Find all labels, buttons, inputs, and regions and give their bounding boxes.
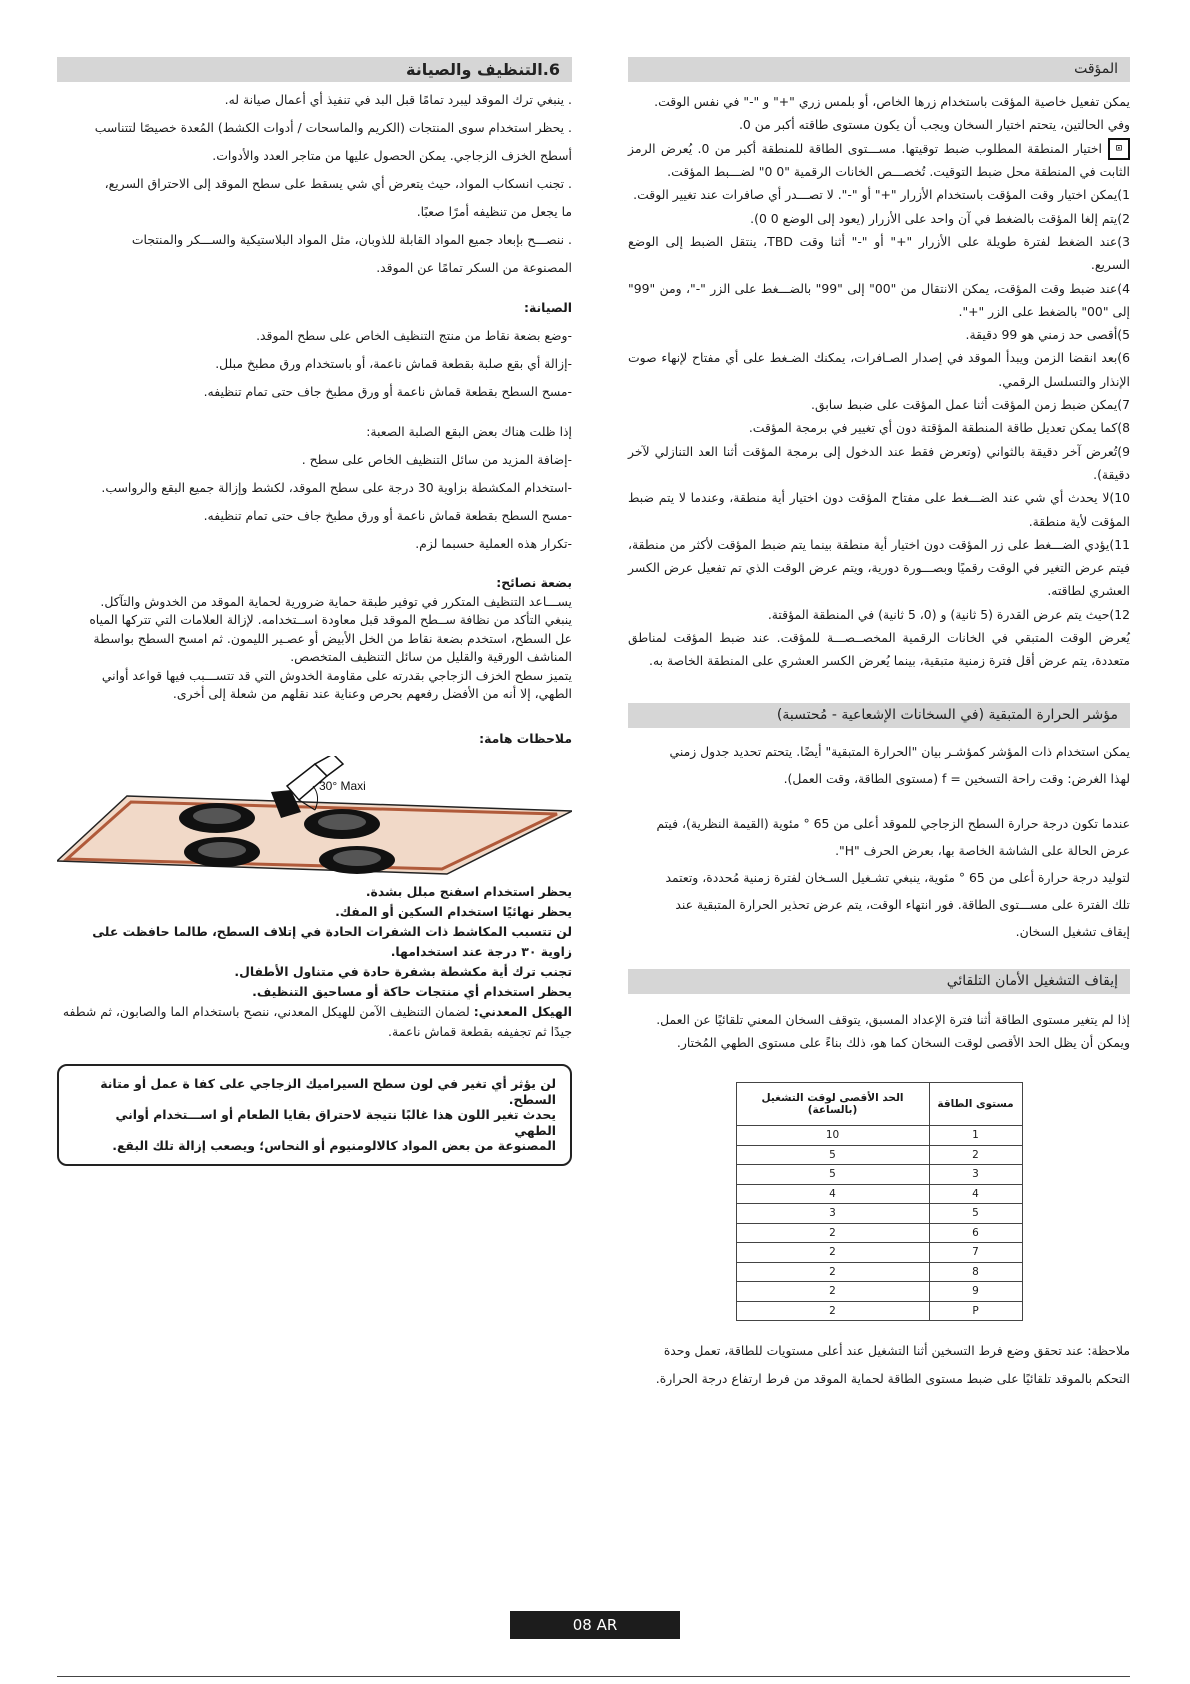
right-column	[628, 57, 1130, 1393]
timer-icon-paragraph	[628, 137, 1130, 184]
table-row	[736, 1262, 1022, 1282]
table-row	[736, 1145, 1022, 1165]
residual-line: يمكن استخدام ذات المؤشر كمؤشـر بيان "الحرارة المتبقية" أيضًا. يتحتم تحديد جدول زمني	[669, 743, 1130, 759]
timer-item: 10)لا يحدث أي شي عند الضـــغط على مفتاح المؤقت دون اختيار أية منطقة، وعندما لا يتم ضبط المؤقت لأية منطقة.	[628, 490, 1130, 529]
notice-line: المصنوعة من بعض المواد كالالومنيوم أو النحاس؛ ويصعب إزالة تلك البقع.	[112, 1138, 556, 1153]
cell-max: 3	[736, 1204, 929, 1224]
timer-item: يُعرض الوقت المتبقي في الخانات الرقمية المخصــصـــة للمؤقت. عند ضبط المؤقت لمناطق متعددة، يتم عرض أقل فترة زمنية متبقية، بينما يُعرض الكسر العشري على المنطقة الخاصة به.	[628, 630, 1130, 669]
cleaning-intro: . تجنب انسكاب المواد، حيث يتعرض أي شي يسقط على سطح الموقد إلى الاحتراق السريع،	[104, 176, 572, 191]
safety-note: التحكم بالموقد تلقائيًا على ضبط مستوى الطاقة لحماية الموقد من فرط ارتفاع درجة الحرارة.	[655, 1371, 1130, 1387]
cleaning-intro: . ينبغي ترك الموقد ليبرد تمامًا قبل البد في تنفيذ أي أعمال صيانة له.	[224, 92, 572, 107]
scraper-figure	[57, 756, 572, 876]
safety-line: ويمكن أن يظل الحد الأقصى لوقت السخان كما هو، ذلك بناءً على مستوى الطهي المُختار.	[676, 1034, 1130, 1050]
warning-line: يحظر استخدام أي منتجات حاكة أو مساحيق التنظيف.	[252, 984, 572, 999]
cleaning-intro: ما يجعل من تنظيفه أمرًا صعبًا.	[416, 204, 572, 219]
cell-level: 5	[929, 1204, 1022, 1224]
residual-line: عندما تكون درجة حرارة السطح الزجاجي للموقد أعلى من 65 ° مئوية (القيمة النظرية)، فيتم	[656, 815, 1130, 831]
timer-item: 4)عند ضبط وقت المؤقت، يمكن الانتقال من "00" إلى "99" بالضـــغط على الزر "-"، ومن "99" إلى "00" بالضغط على الزر "+".	[628, 280, 1131, 319]
cleaning-header: 6.التنظيف والصيانة	[57, 57, 572, 82]
power-time-table	[736, 1082, 1023, 1321]
cleaning-intro: . ننصـــح بإبعاد جميع المواد القابلة للذوبان، مثل المواد البلاستيكية والســـكر والمنتجات	[131, 232, 572, 247]
timer-item: 1)يمكن اختيار وقت المؤقت باستخدام الأزرار "+" أو "-". لا تصـــدر أي صافرات عند تغيير الوقت.	[633, 187, 1130, 203]
cell-level: 1	[929, 1126, 1022, 1146]
maintenance-item: -إزالة أي بقع صلبة بقطعة قماش ناعمة، أو باستخدام ورق مطبخ مبلل.	[215, 356, 572, 371]
discoloration-notice	[57, 1064, 572, 1166]
footer-divider	[57, 1676, 1130, 1677]
table-header-level: مستوى الطاقة	[929, 1083, 1022, 1126]
cooktop-scraper-illustration	[57, 756, 572, 876]
residual-line: إيقاف تشغيل السخان.	[1015, 923, 1130, 939]
metal-body-paragraph	[57, 1002, 572, 1042]
left-column	[57, 57, 572, 1166]
cell-level: 4	[929, 1184, 1022, 1204]
stains-item: -مسح السطح بقطعة قماش ناعمة أو ورق مطبخ جاف حتى تمام تنظيفه.	[203, 508, 572, 523]
safety-header: إيقاف التشغيل الأمان التلقائي	[628, 969, 1130, 994]
cell-level: 9	[929, 1282, 1022, 1302]
cell-max: 2	[736, 1301, 929, 1321]
cell-max: 5	[736, 1145, 929, 1165]
cleaning-intro: . يحظر استخدام سوى المنتجات (الكريم والماسحات / أدوات الكشط) المُعدة خصيصًا لتتناسب	[94, 120, 572, 135]
page-number: 08 AR	[510, 1611, 680, 1639]
stains-item: -إضافة المزيد من سائل التنظيف الخاص على سطح .	[301, 452, 572, 467]
cell-max: 2	[736, 1243, 929, 1263]
warning-line: يحظر استخدام اسفنج مبلل بشدة.	[365, 884, 572, 899]
cell-max: 4	[736, 1184, 929, 1204]
residual-line: لهذا الغرض: وقت راحة التسخين = f (مستوى الطاقة، وقت العمل).	[783, 770, 1130, 786]
tips-line: المناشف الورقية والقليل من سائل التنظيف المتخصص.	[290, 649, 572, 664]
residual-line: لتوليد درجة حرارة أعلى من 65 ° مئوية، ينبغي تشـغيل السـخان لفترة زمنية مُحددة، وتعتمد	[665, 869, 1130, 885]
timer-item: 3)عند الضغط لفترة طويلة على الأزرار "+" أو "-" أثنا وقت TBD، ينتقل الضبط إلى الوضع السريع.	[628, 233, 1131, 273]
cell-level: 2	[929, 1145, 1022, 1165]
notes-title: ملاحظات هامة:	[479, 730, 572, 746]
timer-intro-2: وفي الحالتين، يتحتم اختيار السخان ويجب أن يكون مستوى طاقته أكبر من 0.	[738, 117, 1130, 133]
timer-item: 2)يتم إلغا المؤقت بالضغط في آن واحد على الأزرار (يعود إلى الوضع 0 0).	[750, 210, 1130, 226]
stains-item: -تكرار هذه العملية حسبما لزم.	[415, 536, 572, 551]
cell-level: 7	[929, 1243, 1022, 1263]
warning-line: يحظر نهائيًا استخدام السكين أو المفك.	[335, 904, 572, 919]
metal-text: لضمان التنظيف الآمن للهيكل المعدني، ننصح باستخدام الما والصابون، ثم شطفه جيدًا ثم تجفيفه بقطعة قماش ناعمة.	[62, 1004, 572, 1039]
table-row	[736, 1243, 1022, 1263]
timer-item: 8)كما يمكن تعديل طاقة المنطقة المؤقتة دون أي تغيير في برمجة المؤقت.	[748, 420, 1130, 436]
safety-line: إذا لم يتغير مستوى الطاقة أثنا فترة الإعداد المسبق، يتوقف السخان المعني تلقائيًا عن العمل.	[656, 1011, 1130, 1027]
timer-item: 5)أقصى حد زمني هو 99 دقيقة.	[965, 327, 1130, 343]
table-header-max: الحد الأقصى لوقت التشغيل (بالساعة)	[736, 1083, 929, 1126]
maintenance-title: الصيانة:	[524, 300, 572, 315]
cell-level: 6	[929, 1223, 1022, 1243]
cell-max: 2	[736, 1223, 929, 1243]
table-row	[736, 1282, 1022, 1302]
timer-item: 6)بعد انقضا الزمن ويبدأ الموقد في إصدار الصـافرات، يمكنك الضـغط على أي مفتاح لإنهاء صوت الإنذار والتسلسل الرقمي.	[628, 350, 1130, 389]
table-row	[736, 1126, 1022, 1146]
cell-max: 2	[736, 1282, 929, 1302]
cell-max: 5	[736, 1165, 929, 1185]
tips-line: يتميز سطح الخزف الزجاجي بقدرته على مقاومة الخدوش التي قد تتســـبب فيها قواعد أواني	[101, 667, 572, 683]
timer-icon-text: اختيار المنطقة المطلوب ضبط توقيتها. مســـتوى الطاقة للمنطقة أكبر من 0. يُعرض الرمز الثابت في المنطقة محل ضبط التوقيت. تُخصـــص الخانات الرقمية "0 0" لضـــبط المؤقت.	[628, 140, 1130, 180]
notice-line: يحدث تغير اللون هذا غالبًا نتيجة لاحتراق بقايا الطعام أو اســـتخدام أواني الطهي	[115, 1107, 556, 1138]
metal-title: الهيكل المعدني:	[473, 1004, 572, 1019]
cell-level: P	[929, 1301, 1022, 1321]
timer-intro-1: يمكن تفعيل خاصية المؤقت باستخدام زرها الخاص، أو بلمس زري "+" و "-" في نفس الوقت.	[654, 94, 1130, 109]
cleaning-intro: أسطح الخزف الزجاجي. يمكن الحصول عليها من متاجر العدد والأدوات.	[212, 148, 572, 163]
cell-level: 8	[929, 1262, 1022, 1282]
tips-line: الطهي، إلا أنه من الأفضل رفعهم بحرص وعناية عند نقلهم من شعلة إلى أخرى.	[172, 686, 572, 701]
tips-line: يســـاعد التنظيف المتكرر في توفير طبقة حماية ضرورية لحماية الموقد من الخدوش والتآكل.	[100, 593, 572, 609]
tips-line: ينبغي التأكد من نظافة ســطح الموقد قبل معاودة اســتخدامه. لإزالة العلامات التي تتركها المياه	[89, 612, 572, 627]
angle-label: 30° Maxi	[319, 779, 366, 793]
residual-header: مؤشر الحرارة المتبقية (في السخانات الإشعاعية - مُحتسبة)	[628, 703, 1130, 728]
cell-max: 10	[736, 1126, 929, 1146]
table-row	[736, 1301, 1022, 1321]
table-row	[736, 1184, 1022, 1204]
timer-header: المؤقت	[628, 57, 1130, 82]
timer-icon: ⊡	[1108, 138, 1130, 160]
residual-line: تلك الفترة على مســـتوى الطاقة. فور انتهاء الوقت، يتم عرض تحذير الحرارة المتبقية عند	[675, 896, 1130, 912]
timer-item: 7)يمكن ضبط زمن المؤقت أثنا عمل المؤقت على ضبط سابق.	[811, 397, 1130, 413]
residual-line: عرض الحالة على الشاشة الخاصة بها، بعرض الحرف "H".	[835, 842, 1130, 858]
warning-line: لن تتسبب المكاشط ذات الشفرات الحادة في إتلاف السطح، طالما حافظت على زاوية ٣٠ درجة عند استخدامها.	[92, 924, 572, 959]
timer-item: 9)تُعرض آخر دقيقة بالثواني (وتعرض فقط عند الدخول إلى برمجة المؤقت أثنا العد التنازلي لآخر دقيقة).	[628, 443, 1130, 482]
notice-line: لن يؤثر أي تغير في لون سطح السيراميك الزجاجي على كفا ة عمل أو متانة السطح.	[100, 1076, 556, 1107]
maintenance-item: -وضع بضعة نقاط من منتج التنظيف الخاص على سطح الموقد.	[256, 328, 572, 343]
stains-title: إذا ظلت هناك بعض البقع الصلبة الصعبة:	[366, 424, 572, 439]
cleaning-intro: المصنوعة من السكر تمامًا عن الموقد.	[376, 260, 572, 275]
stains-item: -استخدام المكشطة بزاوية 30 درجة على سطح الموقد، لكشط وإزالة جميع البقع والرواسب.	[101, 480, 572, 495]
cell-level: 3	[929, 1165, 1022, 1185]
safety-note: ملاحظة: عند تحقق وضع فرط التسخين أثنا التشغيل عند أعلى مستويات للطاقة، تعمل وحدة	[663, 1343, 1130, 1359]
tips-line: عل السطح، استخدم بضعة نقاط من الخل الأبيض أو عصـير الليمون. ثم امسح السطح بواسطة	[93, 630, 572, 646]
warning-line: تجنب ترك أية مكشطة بشفرة حادة في متناول الأطفال.	[234, 964, 572, 979]
cell-max: 2	[736, 1262, 929, 1282]
timer-item: 11)يؤدي الضـــغط على زر المؤقت دون اختيار أية منطقة بينما يتم ضبط المؤقت لأكثر من منطقة، فيتم عرض التغير في الوقت رقميًا وبصـــورة دورية، ويتم عرض الوقت الذي تم تفعيل عرض الكسر العشري لطاقته.	[628, 536, 1130, 599]
maintenance-item: -مسح السطح بقطعة قماش ناعمة أو ورق مطبخ جاف حتى تمام تنظيفه.	[203, 384, 572, 399]
table-row	[736, 1165, 1022, 1185]
table-row	[736, 1204, 1022, 1224]
timer-item: 12)حيث يتم عرض القدرة (5 ثانية) و (0، 5 ثانية) في المنطقة المؤقتة.	[767, 606, 1130, 622]
table-row	[736, 1223, 1022, 1243]
tips-title: بضعة نصائح:	[496, 575, 572, 590]
